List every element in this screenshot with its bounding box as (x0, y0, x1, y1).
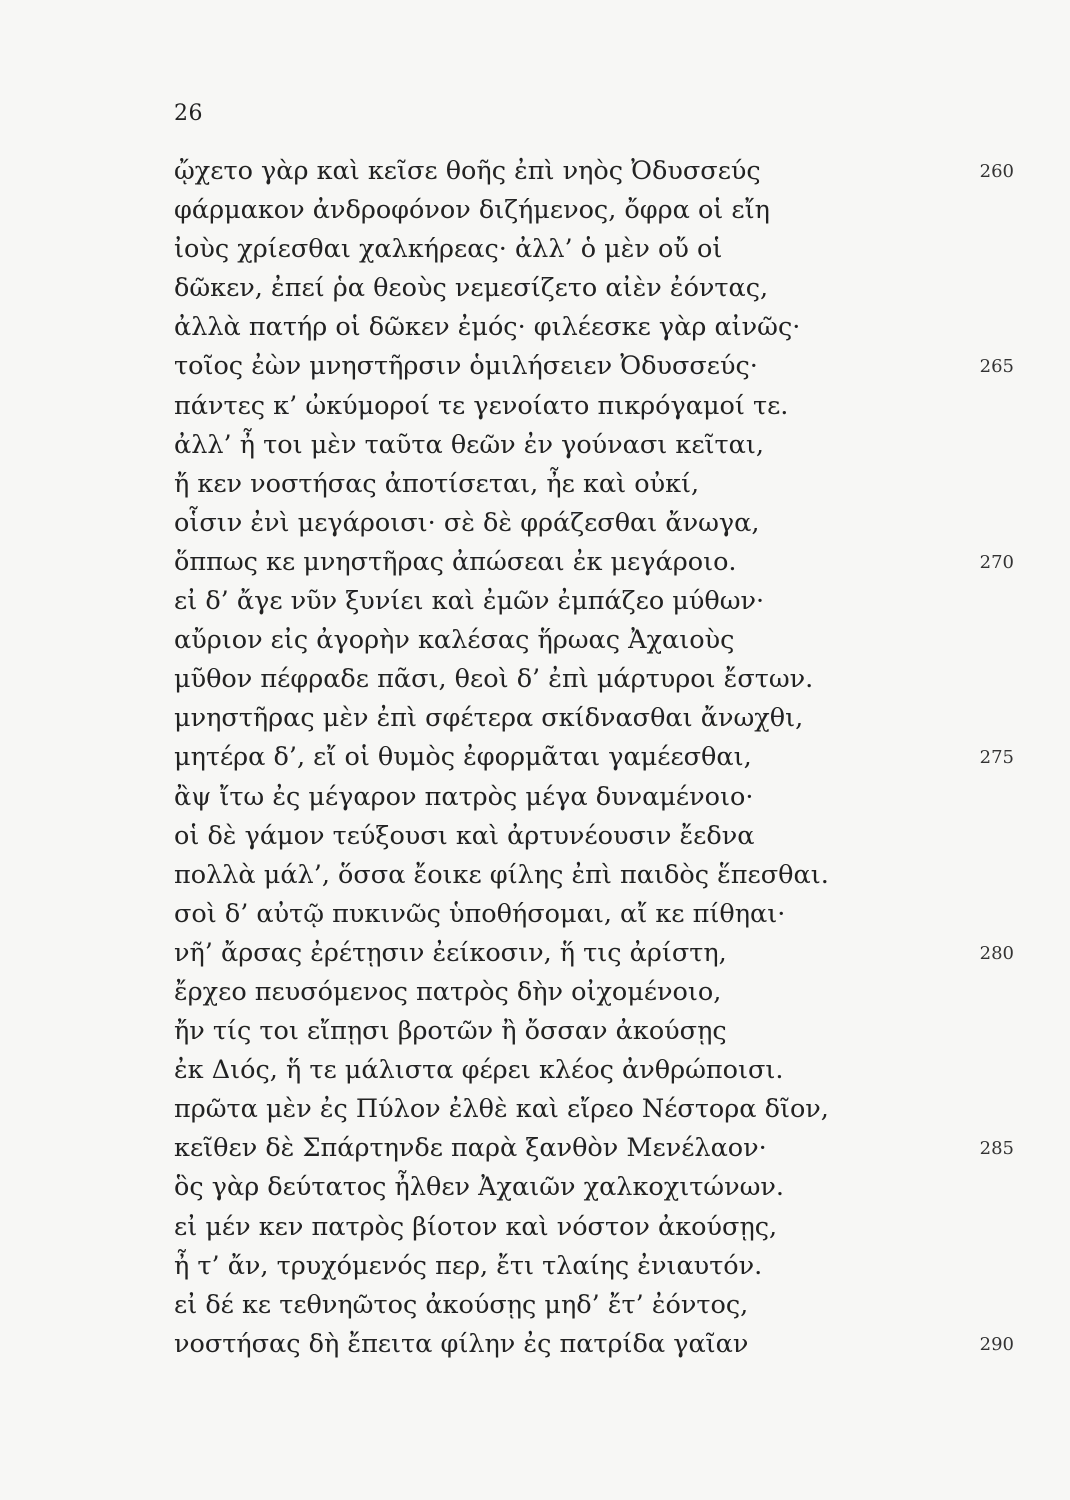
verse-text: ἀλλὰ πατήρ οἱ δῶκεν ἐμός· φιλέεσκε γὰρ αἰνῶς· (174, 312, 801, 343)
verse-line (174, 934, 1014, 973)
verse-line (174, 738, 1014, 777)
verse-line (174, 1286, 1014, 1325)
verse-line (174, 504, 1014, 543)
verse-text: πρῶτα μὲν ἐς Πύλον ἐλθὲ καὶ εἴρεο Νέστορα δῖον, (174, 1094, 829, 1125)
verse-text: οἱ δὲ γάμον τεύξουσι καὶ ἀρτυνέουσιν ἔεδνα (174, 820, 755, 851)
verse-line (174, 1090, 1014, 1129)
verse-text: αὔριον εἰς ἀγορὴν καλέσας ἥρωας Ἀχαιοὺς (174, 625, 735, 656)
verse-line (174, 778, 1014, 817)
line-number: 275 (979, 747, 1014, 769)
verse-line (174, 269, 1014, 308)
verse-text: μνηστῆρας μὲν ἐπὶ σφέτερα σκίδνασθαι ἄνωχθι, (174, 703, 804, 734)
verse-text: τοῖος ἐὼν μνηστῆρσιν ὁμιλήσειεν Ὀδυσσεύς· (174, 351, 758, 382)
verse-line (174, 895, 1014, 934)
verse-text: φάρμακον ἀνδροφόνον διζήμενος, ὄφρα οἱ εἴη (174, 195, 770, 226)
line-number: 270 (979, 551, 1014, 573)
verse-line (174, 465, 1014, 504)
verse-line (174, 152, 1014, 191)
verse-text: πάντες κ’ ὠκύμοροί τε γενοίατο πικρόγαμοί τε. (174, 390, 789, 421)
verse-text: νῆ’ ἄρσας ἐρέτῃσιν ἐείκοσιν, ἥ τις ἀρίστη, (174, 937, 727, 968)
verse-text: μῦθον πέφραδε πᾶσι, θεοὶ δ’ ἐπὶ μάρτυροι ἔστων. (174, 664, 814, 695)
verse-text: ἤν τίς τοι εἴπῃσι βροτῶν ἢ ὄσσαν ἀκούσῃς (174, 1016, 727, 1047)
line-number: 280 (979, 942, 1014, 964)
verse-text: νοστήσας δὴ ἔπειτα φίλην ἐς πατρίδα γαῖαν (174, 1328, 749, 1359)
line-number: 260 (979, 161, 1014, 182)
verse-line (174, 426, 1014, 465)
verse-line (174, 817, 1014, 856)
verse-line (174, 1051, 1014, 1090)
verse-text: ὃς γὰρ δεύτατος ἦλθεν Ἀχαιῶν χαλκοχιτώνων. (174, 1172, 785, 1203)
verse-text: ὅππως κε μνηστῆρας ἀπώσεαι ἐκ μεγάροιο. (174, 546, 737, 577)
verse-line (174, 660, 1014, 699)
verse-text: εἰ μέν κεν πατρὸς βίοτον καὶ νόστον ἀκούσῃς, (174, 1211, 778, 1242)
verse-line (174, 308, 1014, 347)
verse-text: μητέρα δ’, εἴ οἱ θυμὸς ἐφορμᾶται γαμέεσθαι, (174, 742, 752, 773)
verse-line (174, 856, 1014, 895)
verse-line (174, 1325, 1014, 1364)
verse-text: δῶκεν, ἐπεί ῥα θεοὺς νεμεσίζετο αἰὲν ἐόντας, (174, 273, 769, 304)
verse-text: εἰ δέ κε τεθνηῶτος ἀκούσῃς μηδ’ ἔτ’ ἐόντος, (174, 1289, 749, 1320)
verse-line (174, 582, 1014, 621)
verse-text: εἰ δ’ ἄγε νῦν ξυνίει καὶ ἐμῶν ἐμπάζεο μύθων· (174, 586, 765, 617)
verse-line (174, 387, 1014, 426)
verse-text: ἤ κεν νοστήσας ἀποτίσεται, ἦε καὶ οὐκί, (174, 468, 700, 499)
verse-line (174, 973, 1014, 1012)
verse-line (174, 1129, 1014, 1168)
verse-line (174, 1168, 1014, 1207)
verse-text: κεῖθεν δὲ Σπάρτηνδε παρὰ ξανθὸν Μενέλαον· (174, 1133, 767, 1164)
verse-text: ἀλλ’ ἦ τοι μὲν ταῦτα θεῶν ἐν γούνασι κεῖται, (174, 429, 764, 460)
line-number: 285 (979, 1138, 1014, 1160)
verse-line (174, 230, 1014, 269)
page-number: 26 (174, 101, 203, 126)
verse-line (174, 1208, 1014, 1247)
line-number: 265 (979, 356, 1014, 378)
verse-text: ἔρχεο πευσόμενος πατρὸς δὴν οἰχομένοιο, (174, 976, 722, 1007)
verse-text: οἷσιν ἐνὶ μεγάροισι· σὲ δὲ φράζεσθαι ἄνωγα, (174, 507, 760, 538)
verse-line (174, 347, 1014, 386)
verse-text: ἂψ ἴτω ἐς μέγαρον πατρὸς μέγα δυναμένοιο· (174, 781, 754, 812)
verse-line (174, 1012, 1014, 1051)
verse-text: ἦ τ’ ἄν, τρυχόμενός περ, ἔτι τλαίης ἐνιαυτόν. (174, 1250, 763, 1281)
verse-text: ἐκ Διός, ἥ τε μάλιστα φέρει κλέος ἀνθρώποισι. (174, 1055, 784, 1086)
verse-text: ἰοὺς χρίεσθαι χαλκήρεας· ἀλλ’ ὁ μὲν οὔ οἱ (174, 234, 723, 265)
verse-line (174, 543, 1014, 582)
verse-line (174, 1247, 1014, 1286)
line-number: 290 (979, 1333, 1014, 1355)
verse-line (174, 191, 1014, 230)
verse-block (174, 152, 1014, 1364)
verse-line (174, 699, 1014, 738)
verse-line (174, 621, 1014, 660)
verse-text: ᾤχετο γὰρ καὶ κεῖσε θοῆς ἐπὶ νηὸς Ὀδυσσεύς (174, 156, 761, 186)
verse-text: πολλὰ μάλ’, ὅσσα ἔοικε φίλης ἐπὶ παιδὸς ἕπεσθαι. (174, 859, 829, 890)
verse-text: σοὶ δ’ αὐτῷ πυκινῶς ὑποθήσομαι, αἴ κε πίθηαι· (174, 898, 786, 929)
